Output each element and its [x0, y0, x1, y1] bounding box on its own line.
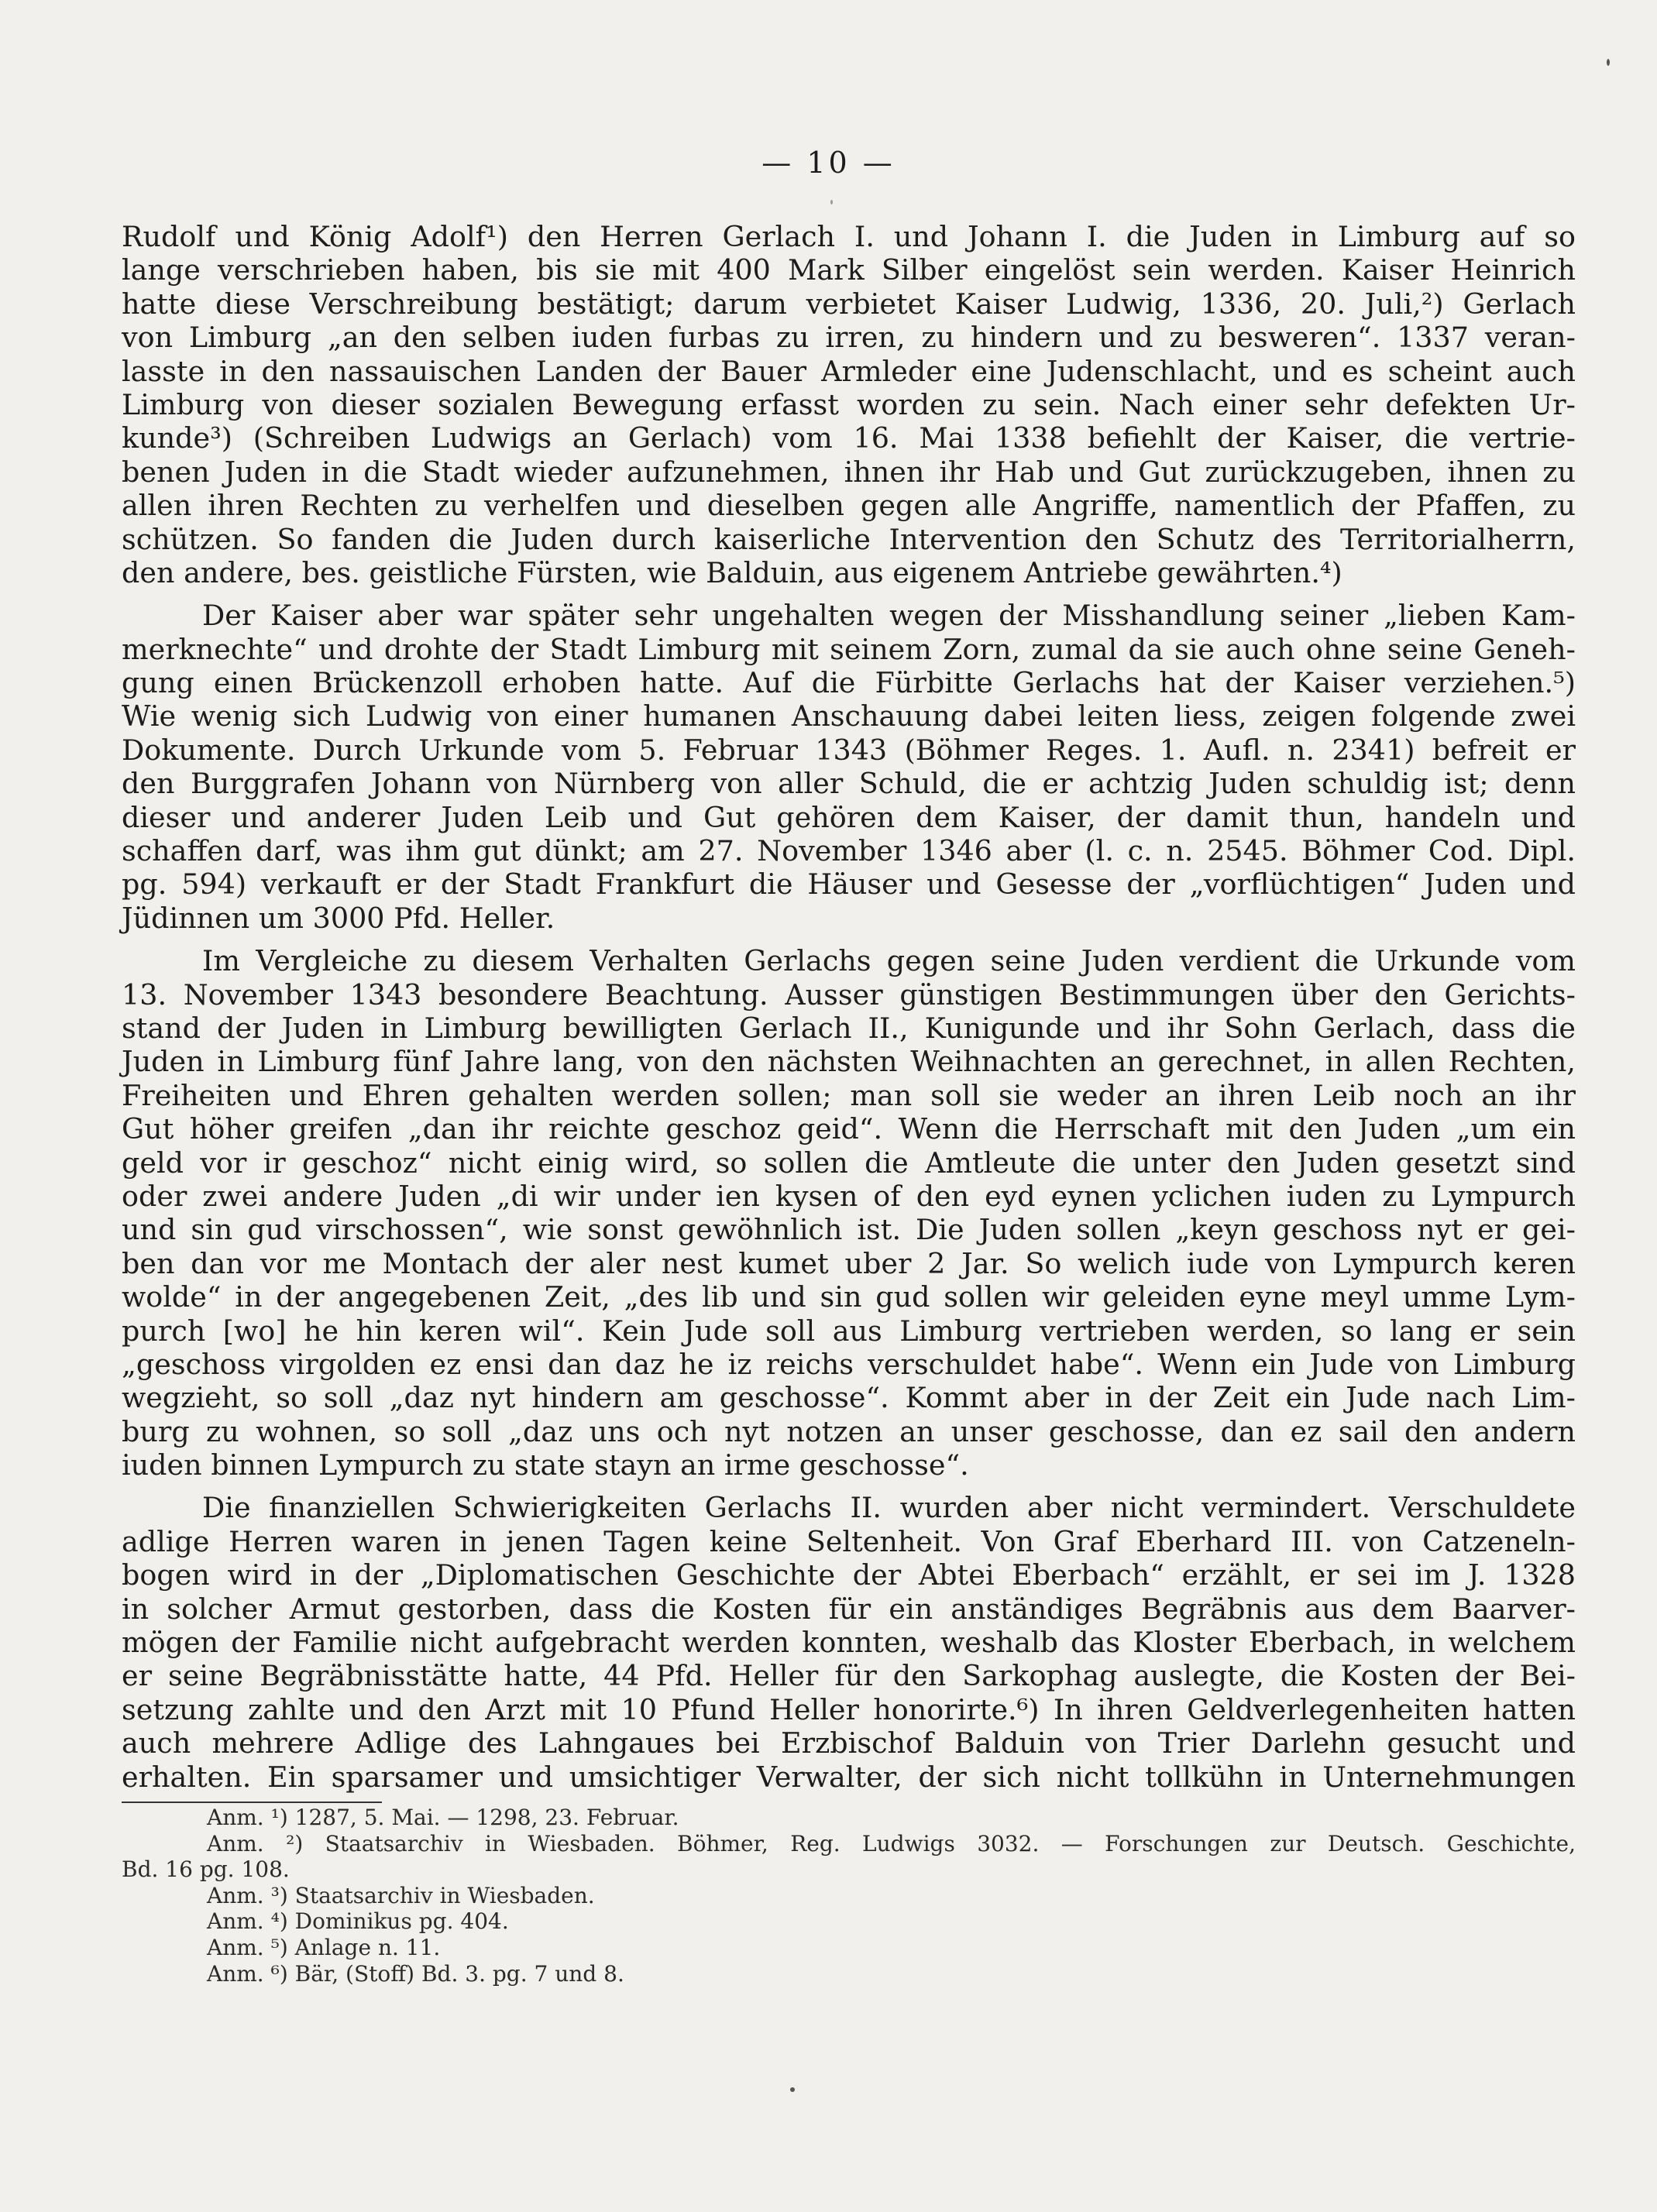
text-line: Freiheiten und Ehren gehalten werden sollen; man soll sie weder an ihren Leib noch an ihr	[122, 1078, 1576, 1112]
text-line: Gut höher greifen „dan ihr reichte geschoz geid“. Wenn die Herrschaft mit den Juden „um ein	[122, 1112, 1576, 1146]
text-line: geld vor ir geschoz“ nicht einig wird, so sollen die Amtleute die unter den Juden gesetzt sind	[122, 1146, 1576, 1180]
text-line: Die finanziellen Schwierigkeiten Gerlachs II. wurden aber nicht vermindert. Verschuldete	[202, 1491, 1576, 1525]
text-line: oder zwei andere Juden „di wir under ien kysen of den eyd eynen yclichen iuden zu Lympurch	[122, 1179, 1576, 1213]
text-line: Jüdinnen um 3000 Pfd. Heller.	[122, 901, 555, 935]
text-line: iuden binnen Lympurch zu state stayn an irme geschosse“.	[122, 1448, 969, 1482]
text-line: hatte diese Verschreibung bestätigt; darum verbietet Kaiser Ludwig, 1336, 20. Juli,²) Gerlach	[122, 287, 1576, 321]
text-line: lasste in den nassauischen Landen der Bauer Armleder eine Judenschlacht, und es scheint auch	[122, 354, 1576, 388]
text-line: wegzieht, so soll „daz nyt hindern am geschosse“. Kommt aber in der Zeit ein Jude nach Lim-	[122, 1381, 1576, 1415]
text-line: ben dan vor me Montach der aler nest kumet uber 2 Jar. So welich iude von Lympurch keren	[122, 1246, 1576, 1280]
text-line: benen Juden in die Stadt wieder aufzunehmen, ihnen ihr Hab und Gut zurückzugeben, ihnen zu	[122, 455, 1576, 489]
paragraph	[122, 1491, 1576, 1794]
text-line: „geschoss virgolden ez ensi dan daz he iz reichs verschuldet habe“. Wenn ein Jude von Limburg	[122, 1347, 1576, 1381]
text-line: gung einen Brückenzoll erhoben hatte. Auf die Fürbitte Gerlachs hat der Kaiser verziehen.⁵)	[122, 666, 1576, 700]
footnote: Anm. ⁵) Anlage n. 11.	[207, 1934, 441, 1960]
text-line: den Burggrafen Johann von Nürnberg von aller Schuld, die er achtzig Juden schuldig ist; denn	[122, 767, 1576, 801]
text-line: lange verschrieben haben, bis sie mit 400 Mark Silber eingelöst sein werden. Kaiser Heinrich	[122, 253, 1576, 287]
main-text	[122, 220, 1576, 1794]
text-line: schützen. So fanden die Juden durch kaiserliche Intervention den Schutz des Territorialherrn,	[122, 522, 1576, 556]
text-line: Limburg von dieser sozialen Bewegung erfasst worden zu sein. Nach einer sehr defekten Ur-	[122, 387, 1576, 421]
text-line: den andere, bes. geistliche Fürsten, wie Balduin, aus eigenem Antriebe gewährten.⁴)	[122, 555, 1342, 589]
text-line: Der Kaiser aber war später sehr ungehalten wegen der Misshandlung seiner „lieben Kam-	[202, 599, 1576, 633]
footnotes	[122, 1805, 1576, 1987]
footnote-divider	[122, 1802, 382, 1803]
text-line: er seine Begräbnisstätte hatte, 44 Pfd. Heller für den Sarkophag auslegte, die Kosten der Bei-	[122, 1659, 1576, 1693]
text-line: in solcher Armut gestorben, dass die Kosten für ein anständiges Begräbnis aus dem Baarver-	[122, 1592, 1576, 1626]
footnote: Anm. ¹) 1287, 5. Mai. — 1298, 23. Februar.	[207, 1805, 679, 1830]
text-line: Rudolf und König Adolf¹) den Herren Gerlach I. und Johann I. die Juden in Limburg auf so	[122, 220, 1576, 253]
paragraph	[122, 220, 1576, 589]
footnote: Anm. ⁴) Dominikus pg. 404.	[207, 1908, 509, 1935]
text-line: und sin gud virschossen“, wie sonst gewöhnlich ist. Die Juden sollen „keyn geschoss nyt er gei-	[122, 1213, 1576, 1247]
footnote: Anm. ²) Staatsarchiv in Wiesbaden. Böhmer, Reg. Ludwigs 3032. — Forschungen zur Deutsch. Geschichte,	[207, 1830, 1576, 1856]
text-line: pg. 594) verkauft er der Stadt Frankfurt die Häuser und Gesesse der „vorflüchtigen“ Juden und	[122, 867, 1576, 902]
text-line: merknechte“ und drohte der Stadt Limburg mit seinem Zorn, zumal da sie auch ohne seine Geneh-	[122, 632, 1576, 666]
text-line: auch mehrere Adlige des Lahngaues bei Erzbischof Balduin von Trier Darlehn gesucht und	[122, 1726, 1576, 1760]
footnote-continuation: Bd. 16 pg. 108.	[122, 1856, 290, 1883]
text-line: allen ihren Rechten zu verhelfen und dieselben gegen alle Angriffe, namentlich der Pfaffen, zu	[122, 489, 1576, 523]
text-line: bogen wird in der „Diplomatischen Geschichte der Abtei Eberbach“ erzählt, er sei im J. 1328	[122, 1558, 1576, 1592]
page-number: — 10 —	[761, 146, 896, 180]
footnote: Anm. ⁶) Bär, (Stoff) Bd. 3. pg. 7 und 8.	[207, 1960, 624, 1987]
text-line: wolde“ in der angegebenen Zeit, „des lib und sin gud sollen wir geleiden eyne meyl umme Lym-	[122, 1280, 1576, 1314]
text-line: Wie wenig sich Ludwig von einer humanen Anschauung dabei leiten liess, zeigen folgende zwei	[122, 699, 1576, 733]
text-line: stand der Juden in Limburg bewilligten Gerlach II., Kunigunde und ihr Sohn Gerlach, dass die	[122, 1011, 1576, 1045]
scan-speck	[830, 200, 833, 204]
scan-speck	[790, 2087, 795, 2092]
paragraph	[122, 599, 1576, 935]
text-line: 13. November 1343 besondere Beachtung. Ausser günstigen Bestimmungen über den Gerichts-	[122, 977, 1576, 1012]
paragraph	[122, 944, 1576, 1482]
text-line: purch [wo] he hin keren wil“. Kein Jude soll aus Limburg vertrieben werden, so lang er sein	[122, 1314, 1576, 1348]
text-line: erhalten. Ein sparsamer und umsichtiger Verwalter, der sich nicht tollkühn in Unternehmungen	[122, 1760, 1576, 1794]
scan-speck	[1607, 59, 1610, 66]
text-line: kunde³) (Schreiben Ludwigs an Gerlach) vom 16. Mai 1338 befiehlt der Kaiser, die vertrie-	[122, 421, 1576, 455]
text-line: schaffen darf, was ihm gut dünkt; am 27. November 1346 aber (l. c. n. 2545. Böhmer Cod. Dipl.	[122, 834, 1576, 868]
text-line: burg zu wohnen, so soll „daz uns och nyt notzen an unser geschosse, dan ez sail den andern	[122, 1414, 1576, 1448]
text-line: Juden in Limburg fünf Jahre lang, von den nächsten Weihnachten an gerechnet, in allen Rechten,	[122, 1045, 1576, 1079]
text-line: mögen der Familie nicht aufgebracht werden konnten, weshalb das Kloster Eberbach, in welchem	[122, 1626, 1576, 1660]
text-line: Dokumente. Durch Urkunde vom 5. Februar 1343 (Böhmer Reges. 1. Aufl. n. 2341) befreit er	[122, 733, 1576, 767]
footnote: Anm. ³) Staatsarchiv in Wiesbaden.	[207, 1882, 595, 1908]
text-line: dieser und anderer Juden Leib und Gut gehören dem Kaiser, der damit thun, handeln und	[122, 800, 1576, 834]
text-line: Im Vergleiche zu diesem Verhalten Gerlachs gegen seine Juden verdient die Urkunde vom	[202, 944, 1576, 978]
text-line: setzung zahlte und den Arzt mit 10 Pfund Heller honorirte.⁶) In ihren Geldverlegenheiten hatten	[122, 1692, 1576, 1726]
text-line: von Limburg „an den selben iuden furbas zu irren, zu hindern und zu besweren“. 1337 veran-	[122, 321, 1576, 355]
text-line: adlige Herren waren in jenen Tagen keine Seltenheit. Von Graf Eberhard III. von Catzeneln-	[122, 1524, 1576, 1558]
